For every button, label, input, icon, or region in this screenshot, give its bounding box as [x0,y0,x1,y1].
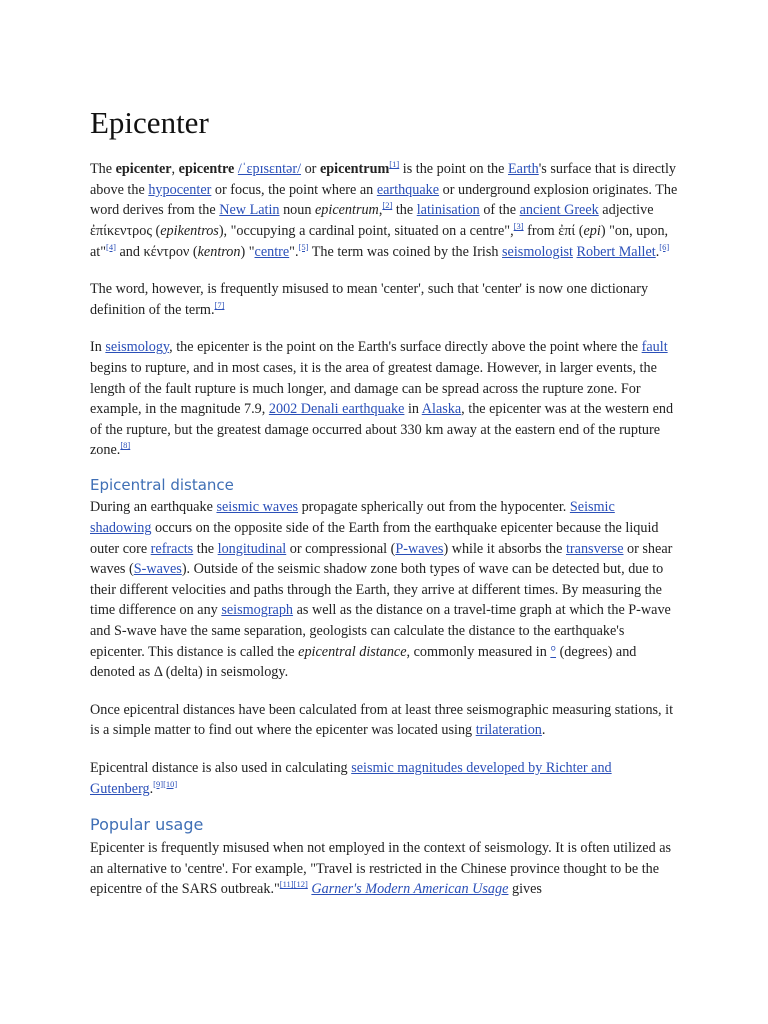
trilateration-paragraph [90,700,678,741]
text: Epicentral distance is also used in calculating [90,759,352,776]
misuse-paragraph [90,279,678,320]
link-trilateration[interactable]: trilateration [475,722,542,739]
link-robert-mallet[interactable]: Robert Mallet [576,243,656,260]
text: begins to rupture, and in most cases, it is the area of greatest damage. However, in larger events, the length of the fault rupture is much longer, and damage can be spread across the rupture zone. For example, in the magnitude 7.9, [90,359,657,418]
text: or underground explosion originates. The word derives from the [90,181,678,219]
epicentral-distance-paragraph [90,497,678,682]
text: 's surface that is directly above the [90,161,677,198]
text: Epicenter is frequently misused when not employed in the context of seismology. It is often utilized as an alternative to 'centre'. For example, "Travel is restricted in the Chinese province thought to be the epicentre of the SARS outbreak." [90,839,672,898]
text: (degrees) and denoted as Δ (delta) in seismology. [90,643,637,681]
text: , the epicenter was at the western end of the rupture, but the greatest damage occurred about 330 km away at the eastern end of the rupture zone. [90,401,674,459]
text: , the epicenter is the point on the Earth's surface directly above the point where the [169,339,642,356]
text: . [149,780,154,797]
seismology-paragraph [90,337,678,461]
text: ). Outside of the seismic shadow zone both types of wave can be detected but, due to their different velocities and paths through the Earth, they arrive at different times. By measuring the time difference on any [90,561,664,619]
text: of the [479,202,520,219]
text: from ἐπί ( [523,222,584,239]
magnitudes-paragraph [90,758,678,799]
page-title: Epicenter [90,105,209,140]
link-ancient-greek[interactable]: ancient Greek [519,202,599,219]
link-hypocenter[interactable]: hypocenter [148,181,212,198]
text: ) "on, upon, at" [90,222,669,260]
text: ". [289,243,299,260]
text: propagate spherically out from the hypocenter. [298,499,570,516]
link-latinisation[interactable]: latinisation [416,202,480,219]
link-alaska[interactable]: Alaska [421,401,462,418]
italic-text: epikentros [160,222,219,239]
text: or focus, the point where an [211,181,377,198]
text: . [655,243,660,260]
link-seismologist[interactable]: seismologist [502,243,573,260]
text: ) while it absorbs the [443,540,566,557]
text: and κέντρον ( [115,243,198,260]
link-seismology[interactable]: seismology [105,339,170,356]
italic-text: epicentral distance [298,643,407,660]
text: , [378,202,383,219]
text: The term was coined by the Irish [308,243,503,260]
link-new-latin[interactable]: New Latin [219,202,280,219]
link-seismic-magnitudes[interactable]: seismic magnitudes developed by Richter and Gutenberg [90,759,612,797]
italic-text: epicentrum [314,202,379,219]
text: as well as the distance on a travel-time graph at which the P-wave and S-wave have the same separation, geologists can calculate the distance to the earthquake's epicenter. This distance is called the [90,602,671,660]
link-s-waves[interactable]: S-waves [133,561,182,578]
link-earth[interactable]: Earth [507,161,539,178]
text: In [90,339,106,356]
link-seismic-waves[interactable]: seismic waves [216,499,299,516]
text: , [171,161,179,178]
citation-4[interactable]: [4] [106,241,116,252]
link-centre[interactable]: centre [254,243,290,260]
citation-6[interactable]: [6] [659,241,670,252]
text: is the point on the [399,161,508,178]
text: occurs on the opposite side of the Earth from the earthquake epicenter because the liquid outer core [90,520,659,557]
text: . [541,722,546,739]
text: The word, however, is frequently misused to mean 'center', such that 'center' is now one dictionary definition of the term. [90,281,649,318]
citation-9[interactable]: [9] [153,778,164,789]
section-heading-epicentral-distance: Epicentral distance [90,475,234,494]
text: or compressional ( [286,540,396,557]
link-garners-usage[interactable]: Garner's Modern American Usage [311,881,509,898]
citation-8[interactable]: [8] [120,440,131,451]
section-heading-popular-usage: Popular usage [90,815,204,835]
text: or shear waves ( [90,540,673,578]
term-epicenter: epicenter [115,161,172,178]
link-denali-earthquake[interactable]: 2002 Denali earthquake [268,401,405,418]
citation-7[interactable]: [7] [214,299,225,310]
text: the [392,202,417,219]
text: the [193,540,218,557]
text: in [404,401,422,418]
citation-2[interactable]: [2] [382,200,393,211]
intro-paragraph [90,159,678,262]
citation-11[interactable]: [11] [279,879,294,890]
citation-12[interactable]: [12] [293,879,308,890]
text: ), "occupying a cardinal point, situated on a centre", [218,222,514,239]
link-seismograph[interactable]: seismograph [221,602,294,619]
link-seismic-shadowing[interactable]: Seismic shadowing [90,499,615,536]
text: noun [279,202,315,219]
link-refracts[interactable]: refracts [150,540,194,557]
term-epicentre: epicentre [178,161,235,178]
link-transverse[interactable]: transverse [565,540,624,557]
italic-text: kentron [197,243,241,260]
citation-1[interactable]: [1] [389,159,400,170]
italic-text: epi [583,222,601,239]
text: ) " [240,243,255,260]
popular-usage-paragraph [90,838,678,900]
text: Once epicentral distances have been calculated from at least three seismographic measuring stations, it is a simple matter to find out where the epicenter was located using [90,701,674,739]
link-longitudinal[interactable]: longitudinal [217,540,287,557]
citation-10[interactable]: [10] [163,778,178,789]
link-p-waves[interactable]: P-waves [395,540,444,557]
link-earthquake[interactable]: earthquake [376,181,440,198]
text: gives [508,881,542,898]
term-epicentrum: epicentrum [319,161,390,178]
text: or [301,161,320,178]
link-fault[interactable]: fault [641,339,668,356]
article [90,104,678,917]
text: The [90,161,116,178]
text: adjective ἐπίκεντρος ( [90,202,654,239]
citation-3[interactable]: [3] [513,220,524,231]
text: , commonly measured in [406,643,551,660]
text: During an earthquake [90,499,217,516]
citation-5[interactable]: [5] [298,241,309,252]
link-degree[interactable]: ° [550,643,557,660]
ipa-pronunciation-link[interactable]: /ˈɛpɪsɛntər/ [237,161,302,178]
